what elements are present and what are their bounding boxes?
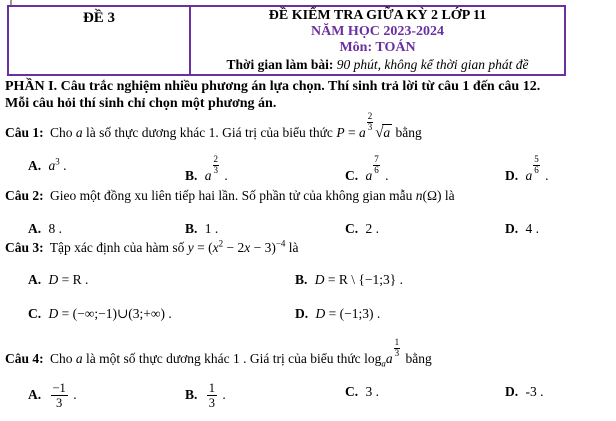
math-segment: = R . [58, 272, 89, 287]
math-segment: . [221, 167, 228, 183]
question-label: Câu 2: [5, 188, 44, 203]
math-segment: x [244, 240, 251, 255]
part1-line-1: PHẦN I. Câu trắc nghiệm nhiều phương án lựa chọn. Thí sinh trả lời từ câu 1 đến câu 12. [5, 79, 541, 94]
math-segment: $\frac{2}{3}$ [213, 153, 219, 175]
option-D [295, 303, 613, 325]
question-2 [5, 184, 613, 240]
duration-label: Thời gian làm bài: [226, 57, 334, 72]
math-segment: 1 . [204, 221, 219, 236]
math-segment: . [219, 386, 226, 402]
option-B [295, 269, 613, 291]
part1-line-2: Mỗi câu hỏi thí sinh chỉ chọn một phương án. [5, 95, 277, 111]
option-key: C. [345, 167, 359, 183]
question-statement [5, 184, 613, 208]
math-segment: log [364, 350, 382, 366]
options-row [5, 155, 613, 187]
math-segment: 4 . [525, 221, 539, 236]
math-segment: − 3) [250, 240, 276, 255]
math-segment: 3 [55, 156, 60, 167]
math-segment: = ( [193, 240, 213, 255]
math-segment: D [48, 306, 59, 321]
math-segment: . [59, 157, 67, 173]
math-segment: = (−1;3) . [325, 306, 381, 321]
math-segment: bằng [392, 124, 422, 140]
sqrt-expression: √a [375, 124, 391, 141]
math-segment: 2 [218, 238, 224, 249]
header-info-cell [190, 6, 565, 75]
math-segment: $\frac{5}{6}$ [534, 153, 539, 175]
math-segment: − 2 [223, 240, 245, 255]
math-segment: D [314, 272, 325, 287]
option-key: A. [28, 221, 42, 236]
option-key: A. [28, 272, 42, 287]
question-statement [5, 236, 613, 260]
option-A [28, 155, 185, 187]
option-B [185, 155, 345, 187]
math-segment: a [48, 157, 56, 173]
math-segment: a [365, 167, 373, 183]
math-segment: Cho [50, 124, 76, 140]
header-table [7, 5, 566, 76]
options-row [5, 381, 613, 411]
math-segment: Cho [50, 350, 76, 366]
subject-line [193, 40, 562, 56]
math-segment: a [75, 350, 83, 366]
option-C [345, 381, 505, 411]
option-key: B. [185, 167, 198, 183]
question-label: Câu 4: [5, 350, 44, 366]
math-segment: 8 . [48, 221, 62, 236]
option-key: A. [28, 386, 42, 402]
math-segment: y [187, 240, 194, 255]
question-label: Câu 3: [5, 240, 44, 255]
option-key: A. [28, 157, 42, 173]
question-3 [5, 236, 613, 325]
option-key: D. [505, 221, 519, 236]
math-segment: . [69, 386, 77, 402]
math-segment: = (−∞;−1)∪(3;+∞) . [58, 306, 172, 321]
math-segment: bằng [402, 350, 432, 366]
math-segment: = R \ {−1;3} . [324, 272, 403, 287]
math-segment: 2 . [365, 221, 379, 236]
math-segment: a [381, 358, 386, 369]
exam-code: ĐỀ 3 [82, 10, 116, 26]
option-key: B. [185, 221, 198, 236]
math-segment: là số thực dương khác 1. Giá trị của biểu thức [82, 124, 337, 140]
option-key: D. [295, 306, 309, 321]
option-key: C. [345, 383, 359, 399]
question-1 [5, 112, 613, 187]
math-segment: . [541, 167, 549, 183]
math-segment: x [212, 240, 219, 255]
subject-label: Môn: [339, 40, 373, 55]
math-segment: $\frac{1}{3}$ [394, 337, 400, 358]
math-segment: D [48, 272, 59, 287]
duration-value: 90 phút, không kể thời gian phát đề [336, 57, 529, 72]
math-segment: là [285, 240, 299, 255]
math-segment: Gieo một đồng xu liên tiếp hai lần. Số phần tử của không gian mẫu [50, 188, 416, 203]
math-segment: = [344, 124, 359, 140]
option-key: D. [505, 167, 519, 183]
option-key: D. [505, 383, 519, 399]
question-statement [5, 338, 613, 371]
option-key: C. [345, 221, 359, 236]
duration-line [193, 56, 562, 73]
school-year: NĂM HỌC 2023-2024 [311, 24, 444, 39]
math-segment: Tập xác định của hàm số [49, 240, 188, 255]
exam-code-cell [8, 6, 190, 75]
math-segment: n [415, 188, 423, 203]
part1-instructions [5, 79, 613, 112]
math-segment: $\frac{2}{3}$ [367, 111, 373, 132]
math-segment: 3 . [365, 383, 379, 399]
option-B [185, 381, 345, 411]
math-segment: -3 . [525, 383, 544, 399]
question-4 [5, 338, 613, 411]
option-D [505, 381, 613, 411]
math-segment: $\frac{-1}{3}$ [52, 380, 66, 411]
math-segment: D [315, 306, 326, 321]
option-D [505, 155, 613, 187]
math-segment: $\frac{7}{6}$ [374, 153, 379, 175]
option-key: C. [28, 306, 42, 321]
math-segment: a [385, 350, 393, 366]
math-segment: (Ω) là [422, 188, 455, 203]
math-segment: a [525, 167, 533, 183]
options-row [5, 269, 613, 325]
option-key: B. [185, 386, 198, 402]
question-label: Câu 1: [5, 124, 44, 140]
option-A [28, 381, 185, 411]
subject-value: TOÁN [375, 40, 416, 55]
option-C [28, 303, 295, 325]
option-C [345, 155, 505, 187]
math-segment: là một số thực dương khác 1 . Giá trị của biểu thức [82, 350, 365, 366]
option-key: B. [295, 272, 308, 287]
math-segment: . [381, 167, 389, 183]
question-statement [5, 112, 613, 145]
math-segment: $\frac{1}{3}$ [208, 380, 216, 411]
math-segment: a [358, 124, 366, 140]
exam-title: ĐỀ KIỂM TRA GIỮA KỲ 2 LỚP 11 [268, 8, 487, 23]
option-A [28, 269, 295, 291]
math-segment: −4 [275, 238, 286, 249]
math-segment: a [75, 124, 83, 140]
math-segment: P [336, 124, 345, 140]
math-segment: a [204, 167, 212, 183]
